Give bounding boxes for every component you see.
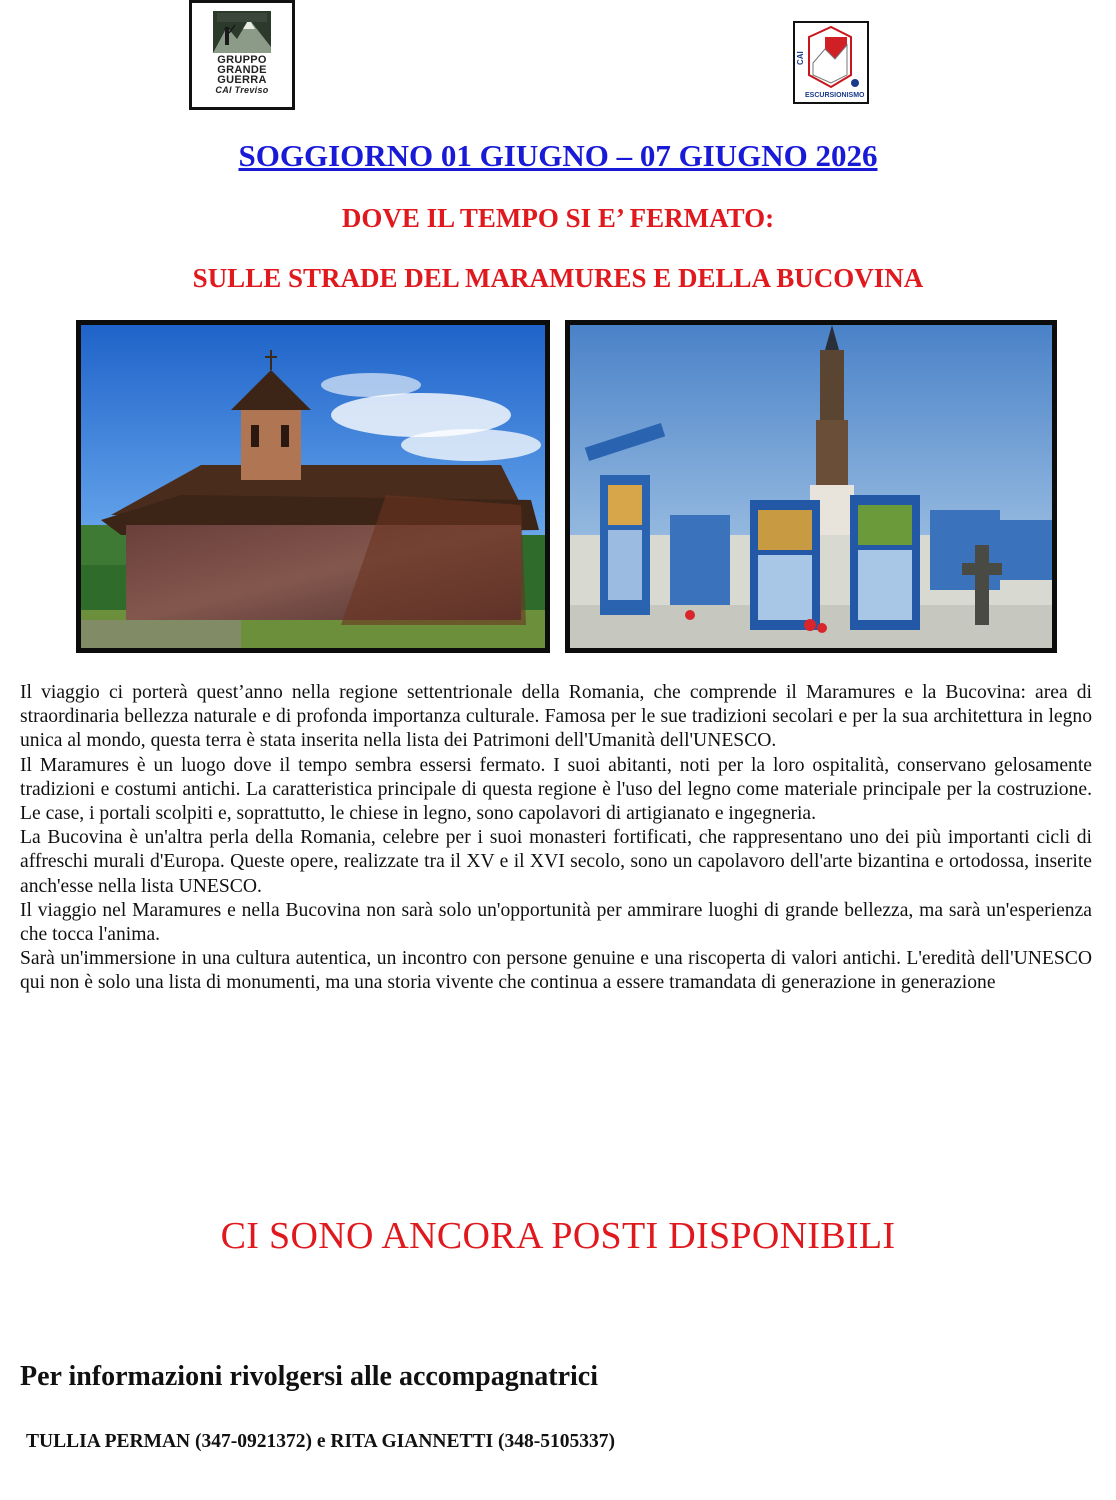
page-title: SOGGIORNO 01 GIUGNO – 07 GIUGNO 2026 [238,138,878,173]
mountain-soldier-icon [213,11,271,53]
gruppo-grande-guerra-logo [189,0,295,110]
monastery-photo [76,320,550,653]
info-heading: Per informazioni rivolgersi alle accompagnatrici [20,1361,599,1392]
svg-text:CAI: CAI [796,51,805,65]
cai-emblem-icon [795,23,867,102]
logo-text: GRUPPO GRANDE GUERRA CAI Treviso [215,54,269,95]
merry-cemetery-image [570,325,1052,648]
description-text [20,681,1092,996]
availability-notice: CI SONO ANCORA POSTI DISPONIBILI [220,1215,896,1257]
painted-monastery-image [81,325,545,648]
svg-text:ESCURSIONISMO: ESCURSIONISMO [805,92,865,99]
paragraph: Sarà un'immersione in una cultura autentica, un incontro con persone genuine e una riscoperta di valori antichi. L'eredità dell'UNESCO qui non è solo una lista di monumenti, ma una storia vivente che continua a essere tramandata di generazione in generazione [20,948,1092,994]
subtitle-2: SULLE STRADE DEL MARAMURES E DELLA BUCOVINA [192,263,924,293]
paragraph: La Bucovina è un'altra perla della Romania, celebre per i suoi monasteri fortificati, che rappresentano uno dei più importanti cicli di affreschi murali d'Europa. Queste opere, realizzate tra il XV e il XVI secolo, sono un capolavoro dell'arte bizantina e ortodossa, inserite anch'esse nella lista UNESCO. [20,827,1092,897]
paragraph: Il Maramures è un luogo dove il tempo sembra essersi fermato. I suoi abitanti, noti per la loro ospitalità, conservano gelosamente tradizioni e costumi antichi. La caratteristica principale di questa regione è l'uso del legno come materiale principale per la costruzione. Le case, i portali scolpiti e, soprattutto, le chiese in legno, sono capolavori di artigianato e ingegneria. [20,754,1092,825]
paragraph: Il viaggio nel Maramures e nella Bucovina non sarà solo un'opportunità per ammirare luoghi di grande bellezza, ma sarà un'esperienza che tocca l'anima. [20,899,1092,946]
paragraph: Il viaggio ci porterà quest’anno nella regione settentrionale della Romania, che comprende il Maramures e la Bucovina: area di straordinaria bellezza naturale e di profonda importanza culturale. Famosa per le sue tradizioni secolari e per la sua architettura in legno unica al mondo, questa terra è stata inserita nella lista dei Patrimoni dell'Umanità dell'UNESCO. [20,682,1092,752]
subtitle-1: DOVE IL TEMPO SI E’ FERMATO: [341,203,775,233]
contact-line: TULLIA PERMAN (347-0921372) e RITA GIANNETTI (348-5105337) [26,1431,615,1452]
cemetery-photo [565,320,1057,653]
cai-escursionismo-logo [793,21,869,104]
